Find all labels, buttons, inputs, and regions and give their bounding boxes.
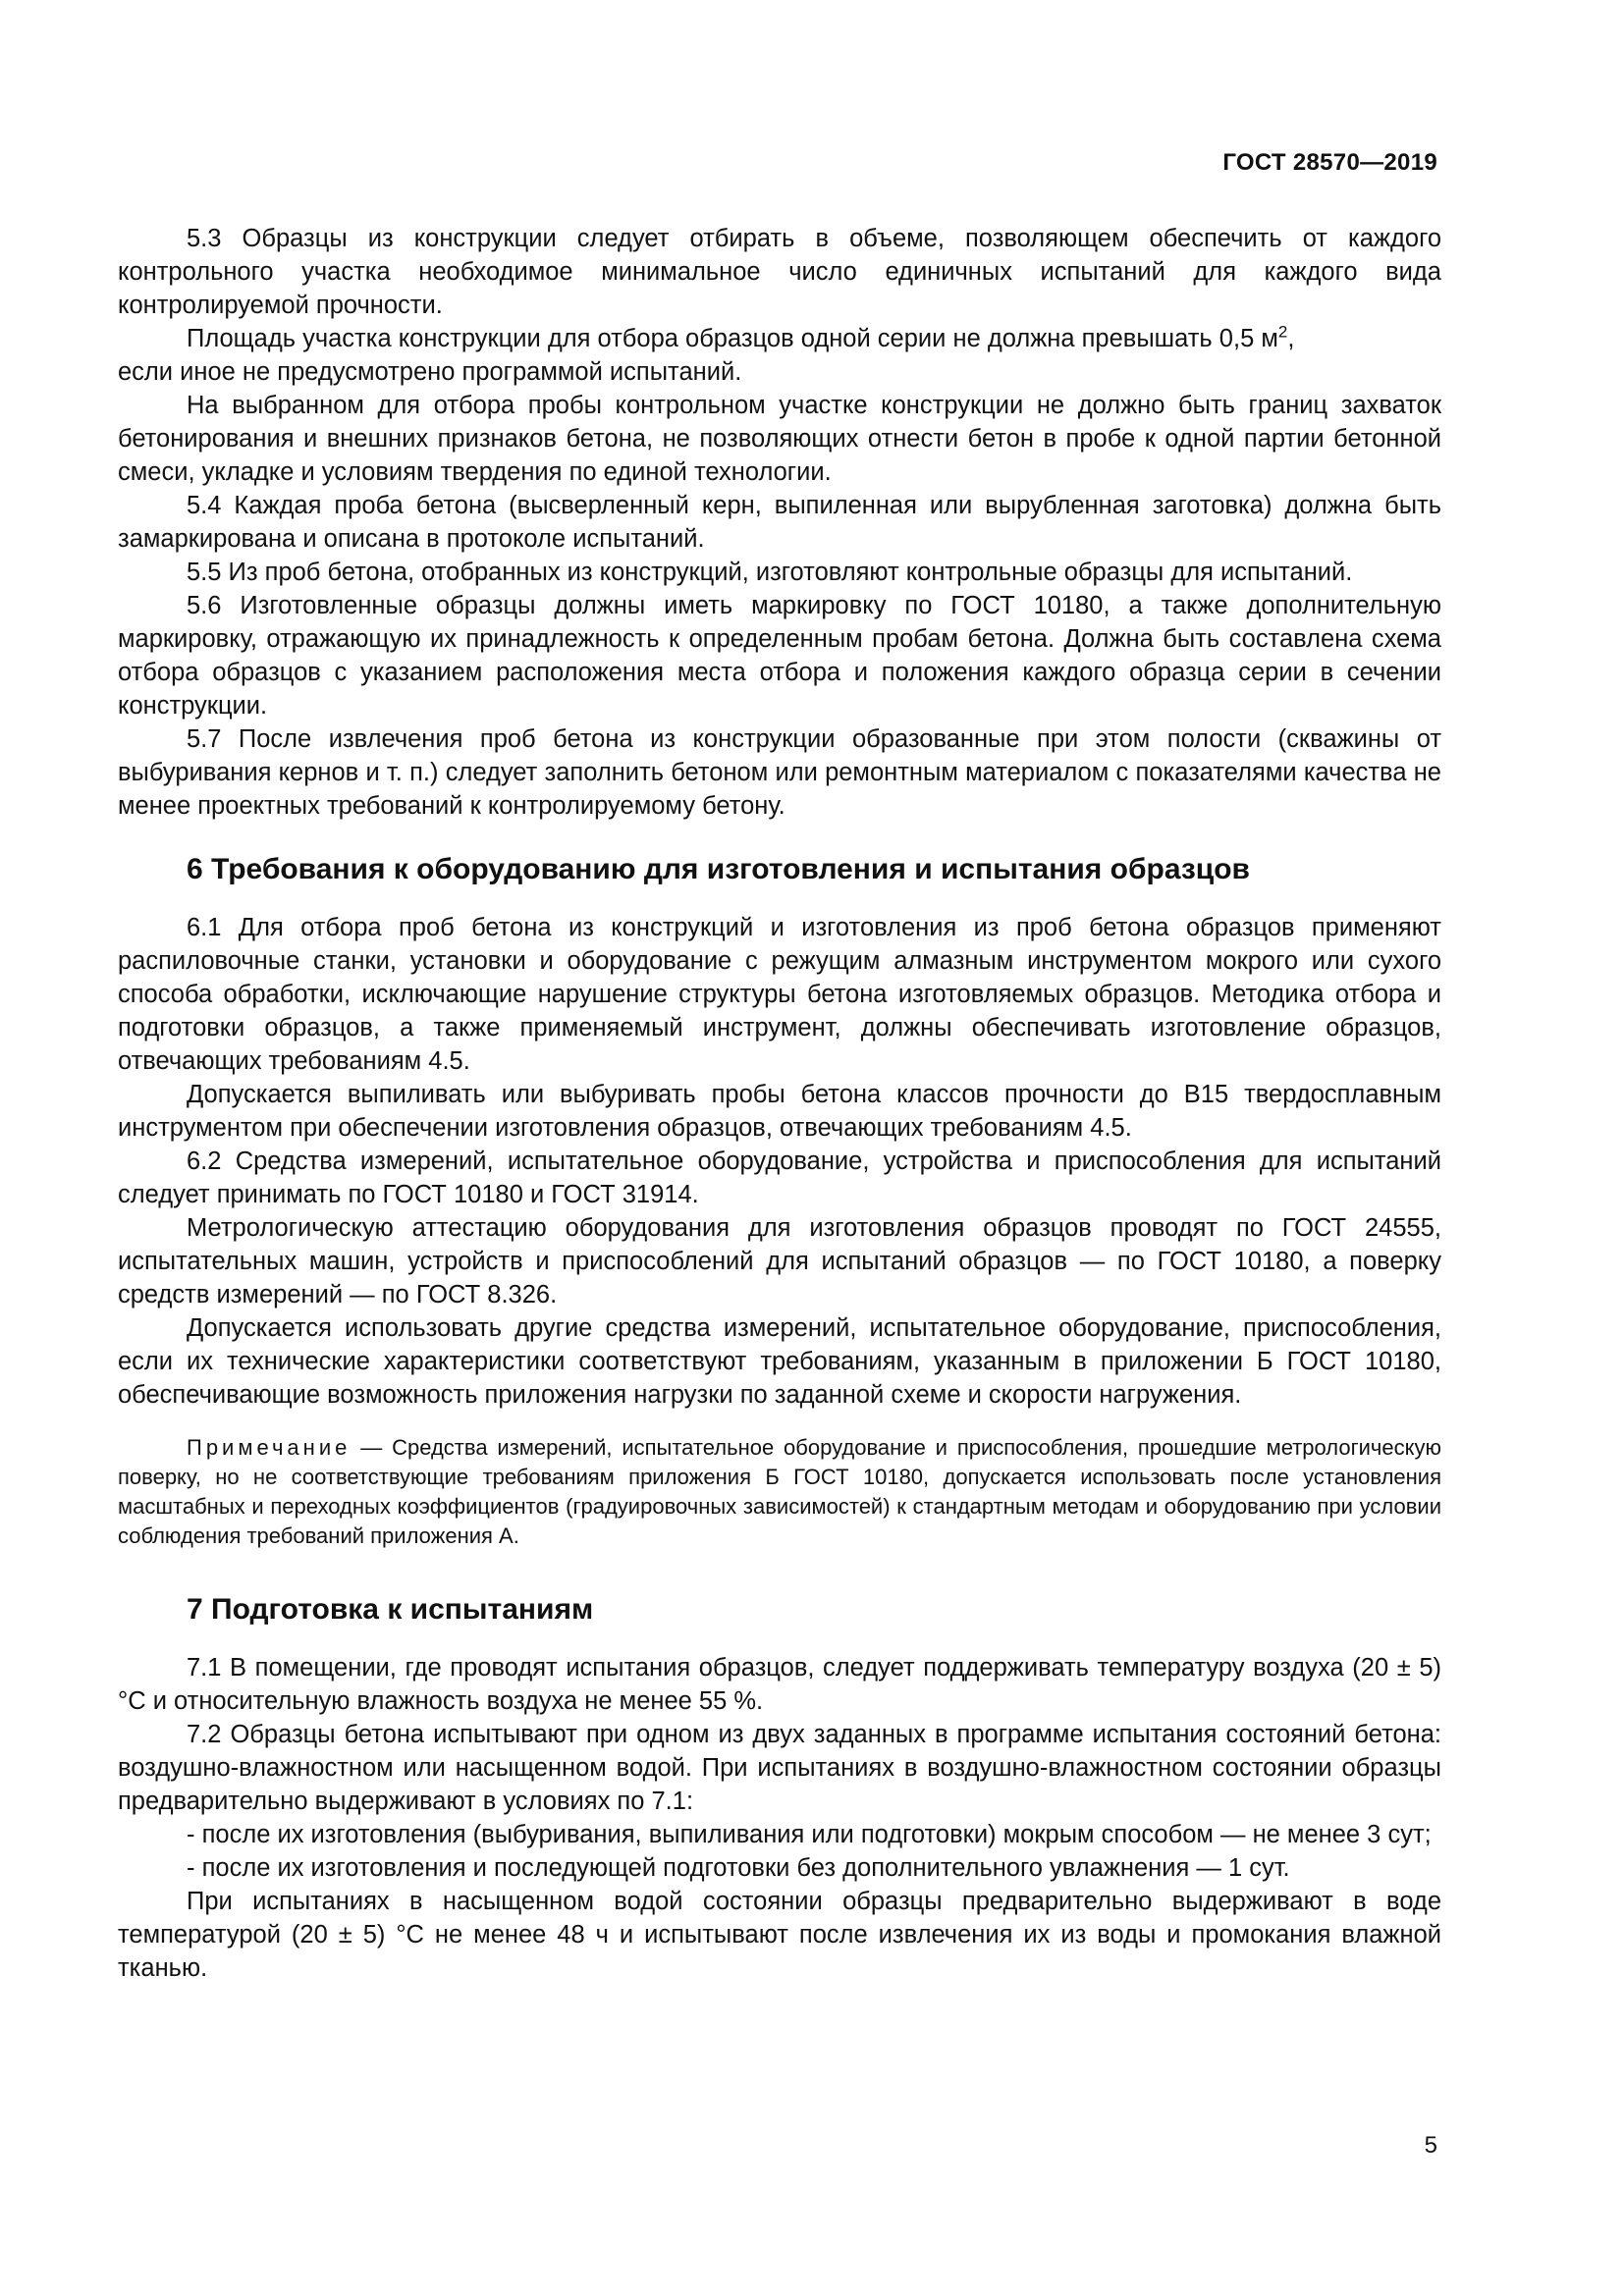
- paragraph-area-limit: [118, 322, 1441, 355]
- paragraph-7-2: 7.2 Образцы бетона испытывают при одном из двух заданных в программе испытания состояний бетона: воздушно-влажностном или насыщенном водой. При испытаниях в воздушно-влажностном состоянии образцы предварительно выдерживают в условиях по 7.1:: [118, 1721, 1441, 1815]
- paragraph-7-1: 7.1 В помещении, где проводят испытания образцов, следует поддерживать температуру воздуха (20 ± 5) °С и относительную влажность воздуха не менее 55 %.: [118, 1654, 1441, 1715]
- paragraph-other-equipment: Допускается использовать другие средства измерений, испытательное оборудование, приспособления, если их технические характеристики соответствуют требованиям, указанным в приложении Б ГОСТ 10180, обеспечивающие возможность приложения нагрузки по заданной схеме и скорости нагружения.: [118, 1314, 1441, 1409]
- paragraph-section-boundaries: На выбранном для отбора пробы контрольном участке конструкции не должно быть границ захваток бетонирования и внешних признаков бетона, не позволяющих отнести бетон в пробе к одной партии бетонной смеси, укладке и условиям твердения по единой технологии.: [118, 392, 1441, 486]
- page-number: 5: [1424, 2132, 1437, 2159]
- area-comma: ,: [1287, 325, 1295, 352]
- area-text: Площадь участка конструкции для отбора образцов одной серии не должна превышать 0,5 м: [187, 325, 1278, 352]
- paragraph-water-saturated: При испытаниях в насыщенном водой состоянии образцы предварительно выдерживают в воде температурой (20 ± 5) °С не менее 48 ч и испытывают после извлечения их из воды и промокания влажной тканью.: [118, 1888, 1441, 1982]
- document-code: ГОСТ 28570—2019: [1222, 149, 1437, 176]
- list-item: - после их изготовления и последующей подготовки без дополнительного увлажнения — 1 сут.: [187, 1854, 1290, 1882]
- note: [118, 1433, 1441, 1551]
- paragraph-5-3: 5.3 Образцы из конструкции следует отбирать в объеме, позволяющем обеспечить от каждого контрольного участка необходимое минимальное число единичных испытаний для каждого вида контролируемой прочности.: [118, 225, 1441, 319]
- note-label: Примечание: [187, 1435, 352, 1460]
- paragraph-area-limit-cont: если иное не предусмотрено программой испытаний.: [118, 358, 742, 386]
- paragraph-5-5: 5.5 Из проб бетона, отобранных из конструкций, изготовляют контрольные образцы для испытаний.: [187, 559, 1353, 586]
- section-7-heading: 7 Подготовка к испытаниям: [187, 1593, 594, 1626]
- note-text: — Средства измерений, испытательное оборудование и приспособления, прошедшие метрологическую поверку, но не соответствующие требованиям приложения Б ГОСТ 10180, допускается использовать после установления масштабных и переходных коэффициентов (градуировочных зависимостей) к стандартным методам и оборудованию при условии соблюдения требований приложения А.: [118, 1435, 1441, 1548]
- paragraph-5-4: 5.4 Каждая проба бетона (высверленный керн, выпиленная или вырубленная заготовка) должна быть замаркирована и описана в протоколе испытаний.: [118, 492, 1441, 553]
- list-item: - после их изготовления (выбуривания, выпиливания или подготовки) мокрым способом — не менее 3 сут;: [187, 1821, 1432, 1848]
- paragraph-5-6: 5.6 Изготовленные образцы должны иметь маркировку по ГОСТ 10180, а также дополнительную маркировку, отражающую их принадлежность к определенным пробам бетона. Должна быть составлена схема отбора образцов с указанием расположения места отбора и положения каждого образца серии в сечении конструкции.: [118, 592, 1441, 720]
- paragraph-5-7: 5.7 После извлечения проб бетона из конструкции образованные при этом полости (скважины от выбуривания кернов и т. п.) следует заполнить бетоном или ремонтным материалом с показателями качества не менее проектных требований к контролируемому бетону.: [118, 725, 1441, 820]
- section-6-heading: 6 Требования к оборудованию для изготовления и испытания образцов: [187, 853, 1250, 885]
- paragraph-metrology: Метрологическую аттестацию оборудования для изготовления образцов проводят по ГОСТ 24555, испытательных машин, устройств и приспособлений для испытаний образцов — по ГОСТ 10180, а поверку средств измерений — по ГОСТ 8.326.: [118, 1214, 1441, 1308]
- paragraph-6-1: 6.1 Для отбора проб бетона из конструкций и изготовления из проб бетона образцов применяют распиловочные станки, установки и оборудование с режущим алмазным инструментом мокрого или сухого способа обработки, исключающие нарушение структуры бетона изготовляемых образцов. Методика отбора и подготовки образцов, а также применяемый инструмент, должны обеспечивать изготовление образцов, отвечающих требованиям 4.5.: [118, 914, 1441, 1075]
- area-superscript: 2: [1277, 322, 1288, 342]
- paragraph-6-1-b15: Допускается выпиливать или выбуривать пробы бетона классов прочности до В15 твердосплавным инструментом при обеспечении изготовления образцов, отвечающих требованиям 4.5.: [118, 1081, 1441, 1142]
- page-body: [118, 222, 1441, 1985]
- paragraph-6-2: 6.2 Средства измерений, испытательное оборудование, устройства и приспособления для испытаний следует принимать по ГОСТ 10180 и ГОСТ 31914.: [118, 1148, 1441, 1208]
